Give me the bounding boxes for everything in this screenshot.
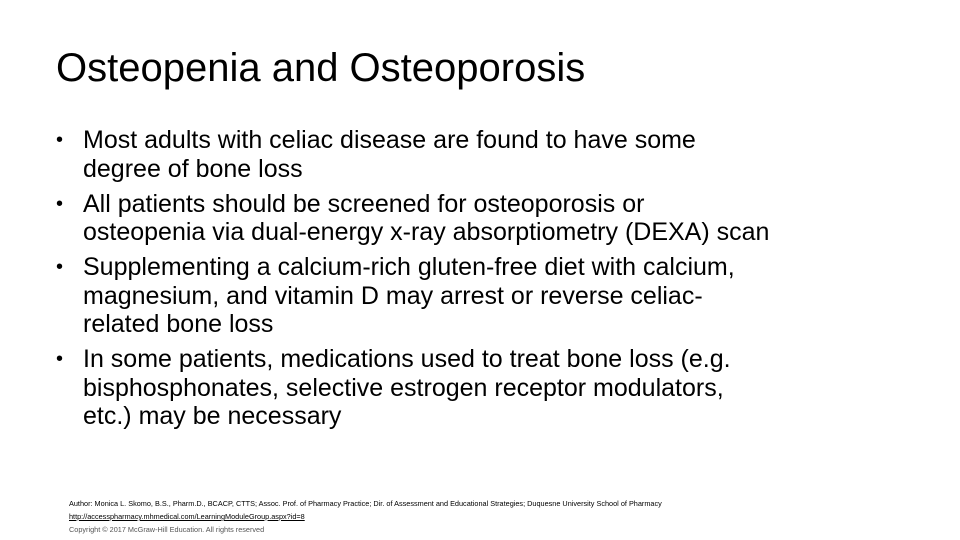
- bullet-text-line: All patients should be screened for osteoporosis or: [83, 189, 645, 218]
- slide-footer: [69, 497, 909, 536]
- bullet-text-line: degree of bone loss: [83, 154, 303, 183]
- bullet-text-line: In some patients, medications used to treat bone loss (e.g.: [83, 345, 731, 373]
- bullet-text-line: etc.) may be necessary: [83, 402, 342, 430]
- bullet-item: [56, 126, 936, 183]
- bullet-marker: •: [56, 192, 64, 215]
- bullet-item: [56, 253, 936, 339]
- bullet-text-line: related bone loss: [83, 310, 274, 338]
- bullet-text-line: magnesium, and vitamin D may arrest or reverse celiac-: [83, 281, 703, 310]
- bullet-text-line: bisphosphonates, selective estrogen receptor modulators,: [83, 373, 724, 402]
- bullet-text-line: Most adults with celiac disease are found to have some: [83, 126, 696, 154]
- bullet-item: [56, 190, 936, 247]
- footer-link[interactable]: http://accesspharmacy.mhmedical.com/LearningModuleGroup.aspx?id=8: [69, 512, 305, 521]
- slide-title: Osteopenia and Osteoporosis: [56, 46, 586, 90]
- bullet-text-line: osteopenia via dual-energy x-ray absorptiometry (DEXA) scan: [83, 218, 770, 246]
- bullet-item: [56, 345, 936, 431]
- bullet-marker: •: [56, 348, 64, 370]
- bullet-marker: •: [56, 129, 64, 151]
- bullet-marker: •: [56, 256, 64, 278]
- bullet-text-line: Supplementing a calcium-rich gluten-free diet with calcium,: [83, 253, 735, 281]
- footer-copyright: Copyright © 2017 McGraw-Hill Education. All rights reserved: [69, 525, 265, 534]
- bullet-list: [56, 126, 936, 437]
- footer-author: Author: Monica L. Skomo, B.S., Pharm.D., BCACP, CTTS; Assoc. Prof. of Pharmacy Practice; Dir. of Assessment and Educational Strategies; Duquesne University School of Pharmacy: [69, 499, 662, 508]
